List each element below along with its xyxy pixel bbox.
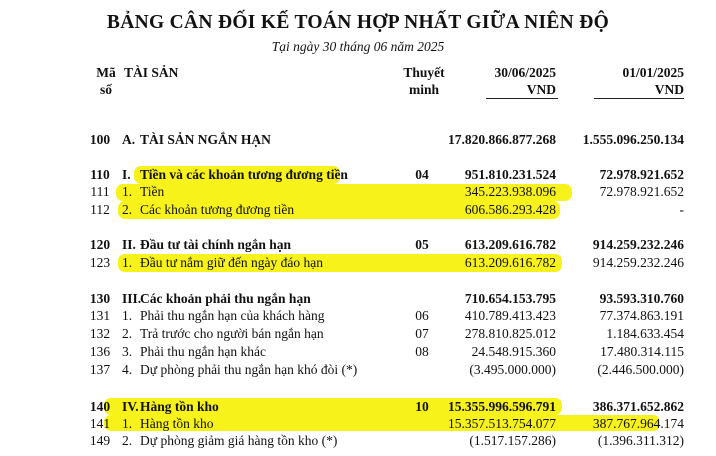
row-label: Hàng tồn kho xyxy=(140,399,219,414)
row-label: Các khoản phải thu ngắn hạn xyxy=(140,291,311,306)
row-code: 112 xyxy=(90,202,110,217)
row-value-2025-01: 17.480.314.115 xyxy=(600,344,684,359)
document-title: BẢNG CÂN ĐỐI KẾ TOÁN HỢP NHẤT GIỮA NIÊN ĐỘ xyxy=(106,12,610,33)
row-value-2025-06: 345.223.938.096 xyxy=(464,184,556,199)
row-value-2025-01: 387.767.964.174 xyxy=(592,416,684,431)
table-row xyxy=(0,131,716,149)
row-value-2025-06: 17.820.866.877.268 xyxy=(448,132,556,147)
table-row xyxy=(0,398,716,416)
row-label: Phải thu ngắn hạn khác xyxy=(140,344,266,359)
row-label: Dự phòng giảm giá hàng tồn kho (*) xyxy=(140,433,338,448)
row-value-2025-06: 951.810.231.524 xyxy=(464,167,556,182)
header-col-2025-06 xyxy=(440,64,556,98)
row-number: II. xyxy=(122,237,136,252)
row-value-2025-01: 386.371.652.862 xyxy=(592,399,684,414)
row-number: 3. xyxy=(122,344,133,359)
header-col-2025-01 xyxy=(580,64,684,98)
header-thuyet-line1: Thuyết xyxy=(403,65,445,80)
row-value-2025-06: 710.654.153.795 xyxy=(464,291,556,306)
row-value-2025-06: (1.517.157.286) xyxy=(469,433,556,448)
row-code: 123 xyxy=(89,255,111,270)
row-label: Hàng tồn kho xyxy=(140,416,214,431)
table-row xyxy=(0,325,716,343)
row-note: 10 xyxy=(415,399,429,414)
table-row xyxy=(0,183,716,201)
row-code: 137 xyxy=(89,362,111,377)
header-underline-1 xyxy=(486,98,558,99)
row-note: 08 xyxy=(415,344,429,359)
row-value-2025-01: 93.593.310.760 xyxy=(599,291,684,306)
row-label: TÀI SẢN NGẮN HẠN xyxy=(140,132,271,147)
row-value-2025-01: 72.978.921.652 xyxy=(599,184,684,199)
row-code: 141 xyxy=(89,416,111,431)
row-value-2025-01: 914.259.232.246 xyxy=(592,255,684,270)
header-unit1: VND xyxy=(526,82,556,97)
row-value-2025-01: 77.374.863.191 xyxy=(599,308,684,323)
table-row xyxy=(0,307,716,325)
row-value-2025-06: 278.810.825.012 xyxy=(464,326,556,341)
row-value-2025-01: 1.555.096.250.134 xyxy=(582,132,684,147)
row-label: Trả trước cho người bán ngắn hạn xyxy=(140,326,324,341)
row-label: Phải thu ngắn hạn của khách hàng xyxy=(140,308,325,323)
row-code: 131 xyxy=(89,308,111,323)
row-value-2025-06: 613.209.616.782 xyxy=(464,237,556,252)
row-value-2025-01: 914.259.232.246 xyxy=(592,237,684,252)
header-ma-so xyxy=(86,64,126,98)
table-row xyxy=(0,290,716,308)
table-row xyxy=(0,236,716,254)
row-number: I. xyxy=(122,167,131,182)
row-number: 2. xyxy=(122,326,133,341)
row-code: 120 xyxy=(89,237,111,252)
row-number: III. xyxy=(122,291,142,306)
row-label: Các khoản tương đương tiền xyxy=(140,202,295,217)
row-code: 149 xyxy=(89,433,111,448)
row-number: 1. xyxy=(122,184,133,199)
row-value-2025-06: 410.789.413.423 xyxy=(464,308,556,323)
row-value-2025-06: 15.355.996.596.791 xyxy=(448,399,556,414)
table-row xyxy=(0,361,716,379)
row-number: 1. xyxy=(122,308,133,323)
row-value-2025-06: 606.586.293.428 xyxy=(464,202,556,217)
row-value-2025-06: 613.209.616.782 xyxy=(464,255,556,270)
row-number: IV. xyxy=(122,399,139,414)
row-value-2025-01: 1.184.633.454 xyxy=(606,326,684,341)
table-row xyxy=(0,432,716,450)
row-number: 1. xyxy=(122,255,133,270)
header-tai-san: TÀI SẢN xyxy=(124,65,179,80)
header-ma-so-line1: Mã xyxy=(96,65,116,80)
header-thuyet-line2: minh xyxy=(408,82,439,97)
row-note: 05 xyxy=(415,237,429,252)
table-row xyxy=(0,343,716,361)
row-value-2025-01: 72.978.921.652 xyxy=(599,167,684,182)
header-ma-so-line2: số xyxy=(99,82,112,97)
row-number: 2. xyxy=(122,202,133,217)
row-number: 2. xyxy=(122,433,133,448)
header-underline-2 xyxy=(594,98,684,99)
row-code: 110 xyxy=(90,167,110,182)
row-note: 04 xyxy=(415,167,429,182)
header-date1: 30/06/2025 xyxy=(494,65,556,80)
row-code: 100 xyxy=(89,132,111,147)
row-code: 136 xyxy=(89,344,111,359)
table-row xyxy=(0,415,716,433)
row-value-2025-06: (3.495.000.000) xyxy=(469,362,556,377)
row-label: Dự phòng phải thu ngắn hạn khó đòi (*) xyxy=(140,362,358,377)
row-label: Đầu tư nắm giữ đến ngày đáo hạn xyxy=(140,255,323,270)
table-row xyxy=(0,166,716,184)
row-value-2025-06: 24.548.915.360 xyxy=(471,344,556,359)
row-number: 4. xyxy=(122,362,133,377)
row-number: 1. xyxy=(122,416,133,431)
row-note: 07 xyxy=(415,326,429,341)
document-subtitle: Tại ngày 30 tháng 06 năm 2025 xyxy=(271,39,445,54)
row-label: Đầu tư tài chính ngắn hạn xyxy=(140,237,292,252)
header-date2: 01/01/2025 xyxy=(622,65,684,80)
row-code: 132 xyxy=(89,326,111,341)
row-code: 130 xyxy=(89,291,111,306)
table-row xyxy=(0,201,716,219)
row-label: Tiền xyxy=(140,184,165,199)
row-value-2025-01: (2.446.500.000) xyxy=(597,362,684,377)
row-number: A. xyxy=(122,132,136,147)
header-unit2: VND xyxy=(654,82,684,97)
table-row xyxy=(0,254,716,272)
row-label: Tiền và các khoản tương đương tiền xyxy=(140,167,348,182)
row-value-2025-06: 15.357.513.754.077 xyxy=(448,416,556,431)
row-code: 111 xyxy=(90,184,110,199)
row-code: 140 xyxy=(89,399,111,414)
row-value-2025-01: - xyxy=(679,202,684,217)
row-note: 06 xyxy=(415,308,429,323)
row-value-2025-01: (1.396.311.312) xyxy=(597,433,684,448)
